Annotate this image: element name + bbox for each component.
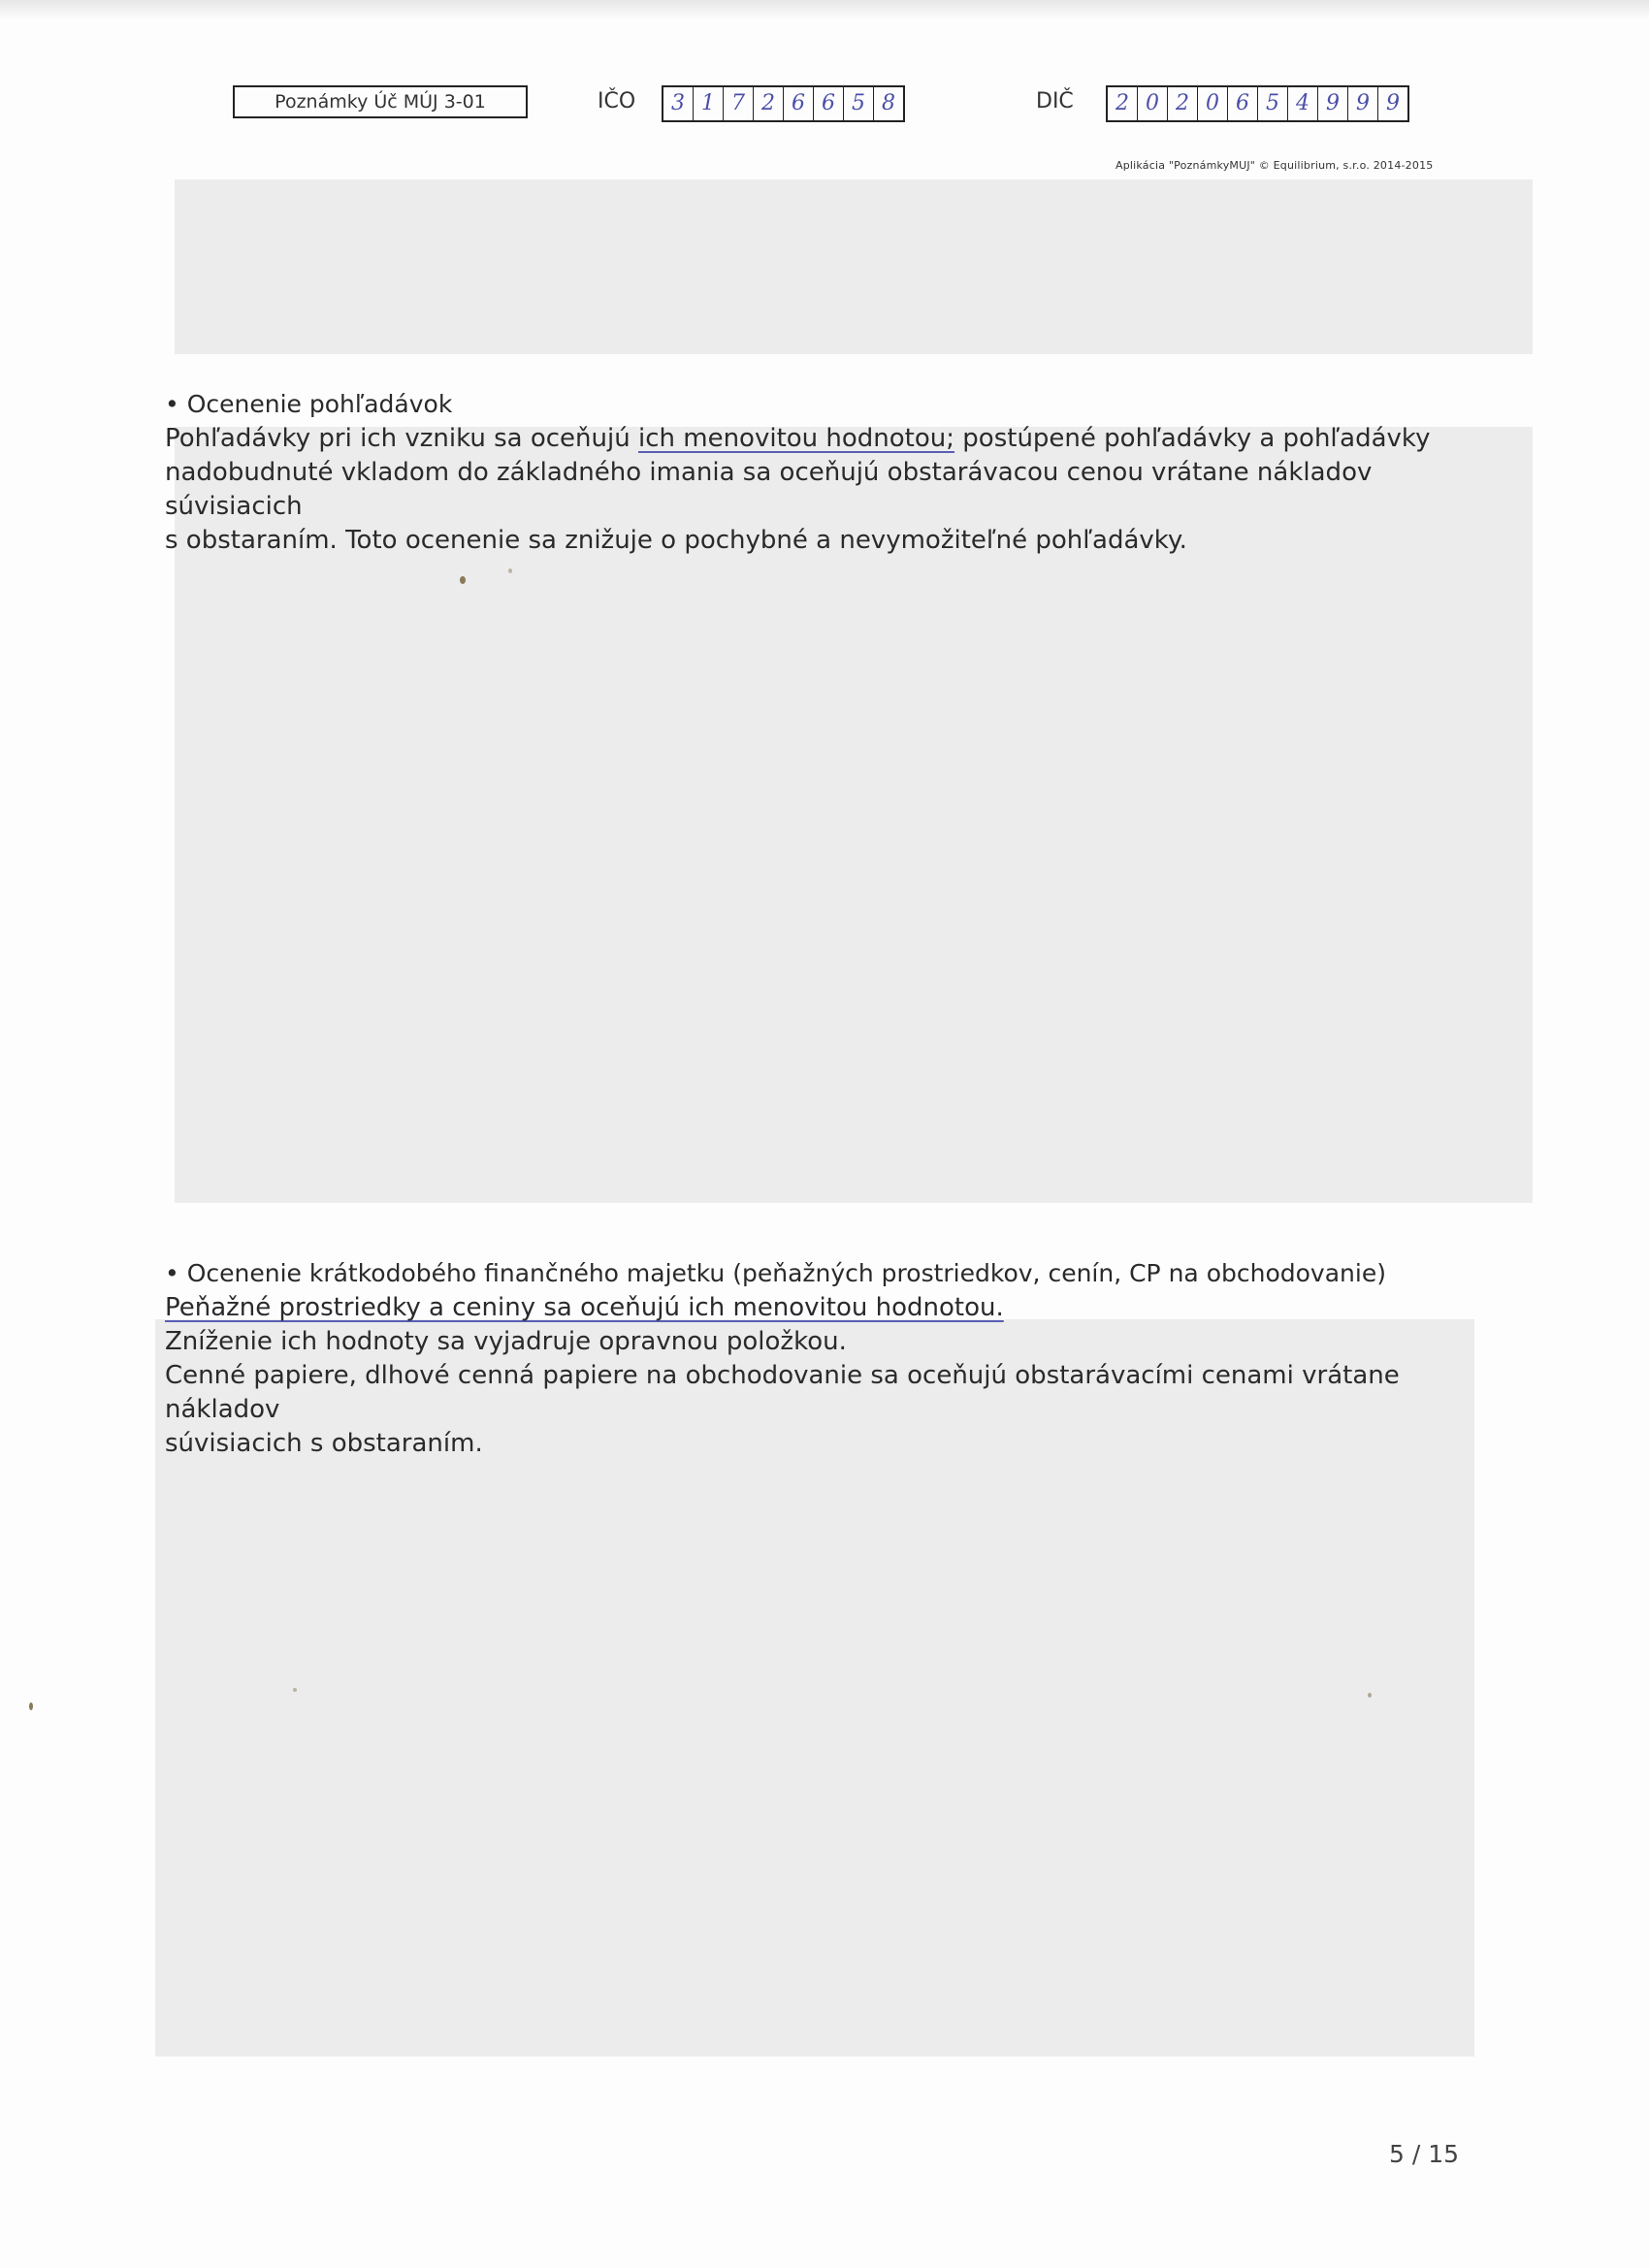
paragraph-line [165, 524, 1484, 558]
section-short-term-financial-assets [165, 1259, 1484, 1461]
document-header [0, 85, 1649, 134]
line-text: postúpené pohľadávky a pohľadávky [954, 424, 1431, 453]
section-paragraph [165, 422, 1484, 558]
scan-speck [1368, 1693, 1372, 1698]
dic-digit: 0 [1138, 87, 1168, 120]
dic-digit: 4 [1288, 87, 1318, 120]
page-number: 5 / 15 [1389, 2140, 1460, 2168]
ico-digit: 6 [784, 87, 814, 120]
paragraph-line [165, 422, 1484, 456]
line-text: Pohľadávky pri ich vzniku sa oceňujú [165, 424, 638, 453]
app-credit: Aplikácia "PoznámkyMUJ" © Equilibrium, s.r.o. 2014-2015 [1116, 159, 1434, 172]
dic-label: DIČ [1036, 89, 1074, 113]
line-text: Cenné papiere, dlhové cenná papiere na obchodovanie sa oceňujú obstarávacími cenami vrátane nákladov [165, 1361, 1400, 1424]
ico-label: IČO [598, 89, 636, 113]
line-text: s obstaraním. Toto ocenenie sa znižuje o pochybné a nevymožiteľné pohľadávky. [165, 526, 1187, 555]
underlined-text: Peňažné prostriedky a ceniny sa oceňujú ich menovitou hodnotou. [165, 1293, 1004, 1322]
ico-digit: 3 [663, 87, 694, 120]
paragraph-line [165, 1291, 1484, 1325]
line-text: Zníženie ich hodnoty sa vyjadruje opravnou položkou. [165, 1327, 847, 1356]
paragraph-line [165, 1325, 1484, 1359]
scan-speck [508, 568, 512, 573]
dic-digit: 6 [1228, 87, 1258, 120]
form-label: Poznámky Úč MÚJ 3-01 [233, 85, 528, 118]
line-text: súvisiacich s obstaraním. [165, 1429, 483, 1458]
paragraph-line [165, 1427, 1484, 1461]
scan-speck [460, 576, 466, 584]
ico-digit: 7 [724, 87, 754, 120]
dic-digit: 2 [1168, 87, 1198, 120]
paragraph-line [165, 456, 1484, 524]
ico-digit-boxes [662, 85, 905, 122]
section-title: • Ocenenie pohľadávok [165, 390, 453, 418]
paragraph-line [165, 1359, 1484, 1427]
dic-digit: 0 [1198, 87, 1228, 120]
section-paragraph [165, 1291, 1484, 1461]
dic-digit: 9 [1318, 87, 1348, 120]
ico-digit: 2 [754, 87, 784, 120]
section-receivables [165, 390, 1484, 558]
section-title: • Ocenenie krátkodobého finančného majetku (peňažných prostriedkov, cenín, CP na obchodovanie) [165, 1259, 1386, 1287]
ico-digit: 8 [882, 91, 895, 115]
scan-speck [29, 1702, 33, 1710]
underlined-text: ich menovitou hodnotou; [637, 424, 955, 453]
redacted-band [175, 179, 1533, 354]
scan-top-edge [0, 0, 1649, 19]
ico-digit: 5 [844, 87, 874, 120]
dic-digit: 5 [1258, 87, 1288, 120]
dic-digit-boxes [1106, 85, 1409, 122]
scan-speck [293, 1688, 297, 1692]
dic-digit: 9 [1386, 91, 1400, 115]
ico-digit: 6 [814, 87, 844, 120]
line-text: nadobudnuté vkladom do základného imania sa oceňujú obstarávacou cenou vrátane nákladov súvisiacich [165, 458, 1373, 521]
dic-digit: 2 [1108, 87, 1138, 120]
dic-digit: 9 [1348, 87, 1378, 120]
ico-digit: 1 [694, 87, 724, 120]
